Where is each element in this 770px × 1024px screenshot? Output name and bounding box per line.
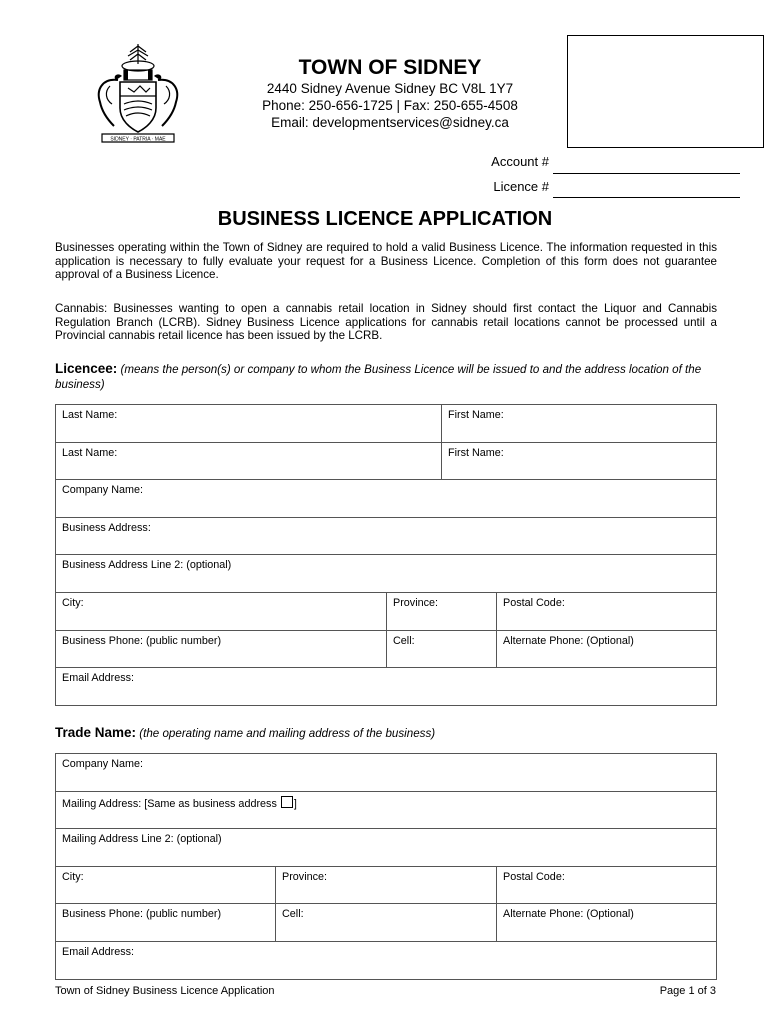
- licencee-business-address-2-label: Business Address Line 2: (optional): [62, 559, 232, 572]
- licencee-heading: Licencee:: [55, 361, 118, 376]
- crest-motto: SIDNEY · PATRIA · MAE: [110, 136, 166, 143]
- footer-document-name: Town of Sidney Business Licence Application: [55, 985, 275, 997]
- office-stamp-box: [567, 35, 764, 148]
- trade-company-name-label: Company Name:: [62, 758, 144, 770]
- licencee-table: [55, 404, 717, 706]
- trade-mailing-address-2-field[interactable]: [56, 829, 717, 867]
- trade-mailing-address-label: Mailing Address: [Same as business address: [62, 797, 280, 810]
- licencee-province-field[interactable]: [387, 592, 497, 630]
- licencee-last-name-2-field[interactable]: [56, 442, 442, 480]
- licence-number-label: Licence #: [493, 179, 549, 194]
- trade-cell-field[interactable]: [276, 904, 497, 942]
- account-number-field[interactable]: [553, 173, 740, 174]
- trade-name-section-heading: [55, 725, 725, 741]
- licencee-city-label: City:: [62, 596, 84, 609]
- licencee-section-heading: [55, 361, 725, 392]
- licencee-description: (means the person(s) or company to whom the Business Licence will be issued to and the address location of the business): [55, 363, 702, 391]
- licencee-business-address-2-field[interactable]: [56, 555, 717, 593]
- licencee-first-name-1-label: First Name:: [448, 409, 504, 421]
- organization-name: TOWN OF SIDNEY: [298, 56, 482, 79]
- footer-page-number: Page 1 of 3: [659, 985, 716, 997]
- trade-province-field[interactable]: [276, 866, 497, 904]
- intro-paragraph: Businesses operating within the Town of Sidney are required to hold a valid Business Licence. The information requested in this application is necessary to fully evaluate your request for a Business Licence. Completion of this form does not guarantee approval of a Business Licence.: [55, 241, 717, 282]
- trade-name-heading: Trade Name:: [55, 725, 137, 740]
- organization-address: 2440 Sidney Avenue Sidney BC V8L 1Y7: [266, 81, 514, 96]
- trade-business-phone-field[interactable]: [56, 904, 276, 942]
- trade-alternate-phone-label: Alternate Phone: (Optional): [503, 908, 634, 921]
- licencee-postal-code-field[interactable]: [497, 592, 717, 630]
- trade-company-name-field[interactable]: [56, 754, 717, 792]
- licencee-business-address-label: Business Address:: [62, 521, 151, 534]
- trade-mailing-address-label-close: ]: [293, 797, 297, 810]
- licencee-cell-label: Cell:: [393, 634, 415, 647]
- same-as-business-address-checkbox[interactable]: [281, 796, 293, 808]
- trade-email-field[interactable]: [56, 941, 717, 979]
- licencee-province-label: Province:: [393, 596, 439, 609]
- trade-mailing-address-2-label: Mailing Address Line 2: (optional): [62, 833, 222, 846]
- licencee-first-name-2-label: First Name:: [448, 446, 504, 459]
- licencee-email-field[interactable]: [56, 668, 717, 706]
- trade-business-phone-label: Business Phone: (public number): [62, 908, 222, 921]
- licencee-business-phone-label: Business Phone: (public number): [62, 634, 222, 647]
- trade-city-field[interactable]: [56, 866, 276, 904]
- licencee-email-label: Email Address:: [62, 672, 135, 685]
- licencee-first-name-1-field[interactable]: [442, 405, 717, 443]
- trade-email-label: Email Address:: [62, 945, 135, 958]
- licencee-first-name-2-field[interactable]: [442, 442, 717, 480]
- licencee-business-address-field[interactable]: [56, 517, 717, 555]
- licencee-last-name-2-label: Last Name:: [62, 446, 118, 459]
- licence-number-field[interactable]: [553, 197, 740, 198]
- organization-phone-fax: Phone: 250-656-1725 | Fax: 250-655-4508: [262, 98, 518, 113]
- licencee-company-name-field[interactable]: [56, 480, 717, 518]
- trade-name-description: (the operating name and mailing address of the business): [139, 727, 436, 740]
- licencee-last-name-1-label: Last Name:: [62, 409, 118, 421]
- form-title: BUSINESS LICENCE APPLICATION: [217, 208, 553, 230]
- trade-mailing-address-field[interactable]: [56, 791, 717, 829]
- trade-cell-label: Cell:: [282, 908, 304, 921]
- account-number-label: Account #: [491, 154, 549, 169]
- trade-name-table: [55, 753, 717, 980]
- trade-postal-code-label: Postal Code:: [503, 870, 565, 883]
- licencee-cell-field[interactable]: [387, 630, 497, 668]
- trade-postal-code-field[interactable]: [497, 866, 717, 904]
- licencee-alternate-phone-label: Alternate Phone: (Optional): [503, 634, 634, 647]
- licencee-company-name-label: Company Name:: [62, 484, 144, 497]
- licencee-alternate-phone-field[interactable]: [497, 630, 717, 668]
- trade-alternate-phone-field[interactable]: [497, 904, 717, 942]
- organization-email: Email: developmentservices@sidney.ca: [271, 115, 509, 130]
- trade-city-label: City:: [62, 870, 84, 883]
- licencee-business-phone-field[interactable]: [56, 630, 387, 668]
- licencee-postal-code-label: Postal Code:: [503, 596, 565, 609]
- licencee-city-field[interactable]: [56, 592, 387, 630]
- cannabis-paragraph: Cannabis: Businesses wanting to open a cannabis retail location in Sidney should first contact the Liquor and Cannabis Regulation Branch (LCRB). Sidney Business Licence applications for cannabis retail locations cannot be processed until a Provincial cannabis retail licence has been issued by the LCRB.: [55, 302, 717, 343]
- licencee-last-name-1-field[interactable]: [56, 405, 442, 443]
- trade-province-label: Province:: [282, 870, 328, 883]
